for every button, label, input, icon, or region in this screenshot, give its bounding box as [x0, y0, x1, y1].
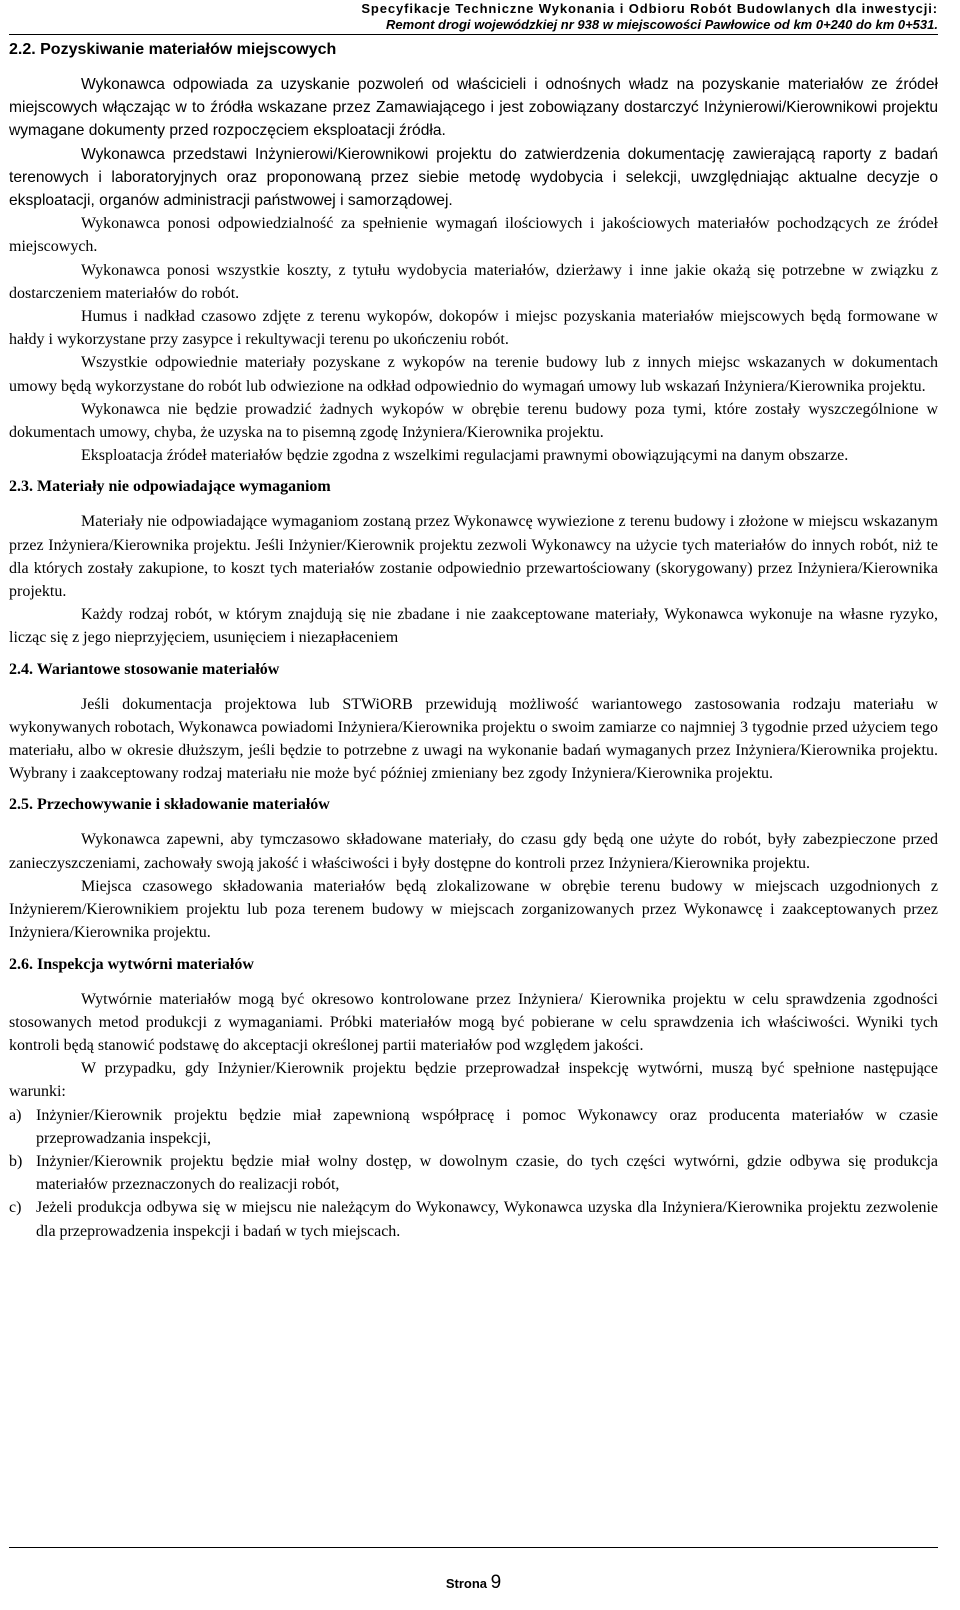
running-header	[9, 0, 938, 33]
paragraph: Humus i nadkład czasowo zdjęte z terenu wykopów, dokopów i miejsc pozyskania materiałów miejscowych będą formowane w hałdy i wykorzystane przy zasypce i rekultywacji terenu po ukończeniu robót.	[9, 308, 938, 349]
list-item-text: Jeżeli produkcja odbywa się w miejscu nie należącym do Wykonawcy, Wykonawca uzyska dla Inżyniera/Kierownika projektu zezwolenie dla przeprowadzenia inspekcji i badań w tych miejscach.	[36, 1199, 938, 1240]
paragraph: Wykonawca nie będzie prowadzić żadnych wykopów w obrębie terenu budowy poza tymi, które zostały wyszczególnione w dokumentach umowy, chyba, że uzyska na to pisemną zgodę Inżyniera/Kierownika projektu.	[9, 400, 938, 442]
footer-rule	[9, 1547, 938, 1548]
list-marker: a)	[9, 1106, 22, 1124]
page-footer	[9, 1547, 938, 1594]
conditions-list	[9, 1104, 938, 1243]
paragraph: Każdy rodzaj robót, w którym znajdują się nie zbadane i nie zaakceptowane materiały, Wykonawca wykonuje na własne ryzyko, licząc się z jego nieprzyjęciem, usunięciem i niezapłaceniem	[9, 606, 938, 647]
paragraph: W przypadku, gdy Inżynier/Kierownik projektu będzie przeprowadzał inspekcję wytwórni, muszą być spełnione następujące warunki:	[9, 1060, 938, 1101]
paragraph: Wykonawca ponosi odpowiedzialność za spełnienie wymagań ilościowych i jakościowych materiałów pochodzących ze źródeł miejscowych.	[9, 215, 938, 256]
list-marker: b)	[9, 1152, 23, 1170]
paragraph: Wykonawca przedstawi Inżynierowi/Kierownikowi projektu do zatwierdzenia dokumentację zawierającą raporty z badań terenowych i laboratoryjnych oraz proponowaną przez siebie metodę wydobycia i selekcji, uwzględniając aktualne decyzje o eksploatacji, organów administracji państwowej i samorządowej.	[9, 145, 938, 210]
page-number	[9, 1572, 938, 1594]
section-heading-2-6: 2.6. Inspekcja wytwórni materiałów	[9, 955, 254, 973]
paragraph: Eksploatacja źródeł materiałów będzie zgodna z wszelkimi regulacjami prawnymi obowiązującymi na danym obszarze.	[81, 447, 849, 465]
header-title: Specyfikacje Techniczne Wykonania i Odbioru Robót Budowlanych dla inwestycji:	[361, 1, 938, 16]
section-heading-2-2: 2.2. Pozyskiwanie materiałów miejscowych	[9, 41, 337, 58]
list-item-text: Inżynier/Kierownik projektu będzie miał wolny dostęp, w dowolnym czasie, do tych części wytwórni, gdzie odbywa się produkcja materiałów przeznaczonych do realizacji robót,	[36, 1152, 938, 1194]
list-item	[9, 1150, 938, 1196]
section-heading-2-3: 2.3. Materiały nie odpowiadające wymaganiom	[9, 478, 331, 496]
paragraph: Wykonawca odpowiada za uzyskanie pozwoleń od właścicieli i odnośnych władz na pozyskanie materiałów ze źródeł miejscowych włączając w to źródła wskazane przez Zamawiającego i jest zobowiązany dostarczyć Inżynierowi/Kierownikowi projektu wymagane dokumenty przed rozpoczęciem eksploatacji źródła.	[9, 76, 938, 140]
page-label: Strona	[445, 1576, 487, 1591]
paragraph: Materiały nie odpowiadające wymaganiom zostaną przez Wykonawcę wywiezione z terenu budowy i złożone w miejscu wskazanym przez Inżyniera/Kierownika projektu. Jeśli Inżynier/Kierownik projektu zezwoli Wykonawcy na użycie tych materiałów do innych robót, niż te dla których zostały zakupione, to koszt tych materiałów zostanie odpowiednio przewartościowany (skorygowany) przez Inżyniera/Kierownika projektu.	[9, 513, 938, 601]
list-item	[9, 1196, 938, 1242]
paragraph: Miejsca czasowego składowania materiałów będą zlokalizowane w obrębie terenu budowy w miejscach uzgodnionych z Inżynierem/Kierownikiem projektu lub poza terenem budowy w miejscach zorganizowanych przez Wykonawcę i zaakceptowanych przez Inżyniera/Kierownika projektu.	[9, 877, 938, 942]
list-marker: c)	[9, 1199, 22, 1217]
section-heading-2-4: 2.4. Wariantowe stosowanie materiałów	[9, 660, 280, 678]
paragraph: Wytwórnie materiałów mogą być okresowo kontrolowane przez Inżyniera/ Kierownika projektu w celu sprawdzenia zgodności stosowanych metod produkcji z wymaganiami. Próbki materiałów mogą być pobierane w celu sprawdzenia ich właściwości. Wyniki tych kontroli będą stanowić podstawę do akceptacji określonej partii materiałów pod względem jakości.	[9, 990, 938, 1054]
section-heading-2-5: 2.5. Przechowywanie i składowanie materiałów	[9, 796, 330, 814]
paragraph: Wykonawca zapewni, aby tymczasowo składowane materiały, do czasu gdy będą one użyte do robót, były zabezpieczone przed zanieczyszczeniami, zachowały swoją jakość i właściwości i były dostępne do kontroli przez Inżyniera/Kierownika projektu.	[9, 831, 938, 872]
list-item	[9, 1104, 938, 1150]
paragraph: Jeśli dokumentacja projektowa lub STWiORB przewidują możliwość wariantowego zastosowania rodzaju materiału w wykonywanych robotach, Wykonawca powiadomi Inżyniera/Kierownika projektu o swoim zamiarze co najmniej 3 tygodnie przed użyciem tego materiału, albo w okresie dłuższym, jeśli będzie to potrzebne z uwagi na wykonanie badań wymaganych przez Inżyniera/Kierownika projektu. Wybrany i zaakceptowany rodzaj materiału nie może być później zmieniany bez zgody Inżyniera/Kierownika projektu.	[9, 695, 938, 783]
paragraph: Wykonawca ponosi wszystkie koszty, z tytułu wydobycia materiałów, dzierżawy i inne jakie okażą się potrzebne w związku z dostarczeniem materiałów do robót.	[9, 261, 938, 302]
header-subtitle: Remont drogi wojewódzkiej nr 938 w miejscowości Pawłowice od km 0+240 do km 0+531.	[386, 17, 938, 32]
page-number-value: 9	[490, 1572, 502, 1593]
header-rule	[9, 34, 938, 35]
paragraph: Wszystkie odpowiednie materiały pozyskane z wykopów na terenie budowy lub z innych miejsc wskazanych w dokumentach umowy będą wykorzystane do robót lub odwiezione na odkład odpowiednio do wymagań umowy lub wskazań Inżyniera/Kierownika projektu.	[9, 354, 938, 395]
list-item-text: Inżynier/Kierownik projektu będzie miał zapewnioną współpracę i pomoc Wykonawcy oraz producenta materiałów w czasie przeprowadzania inspekcji,	[36, 1106, 938, 1147]
